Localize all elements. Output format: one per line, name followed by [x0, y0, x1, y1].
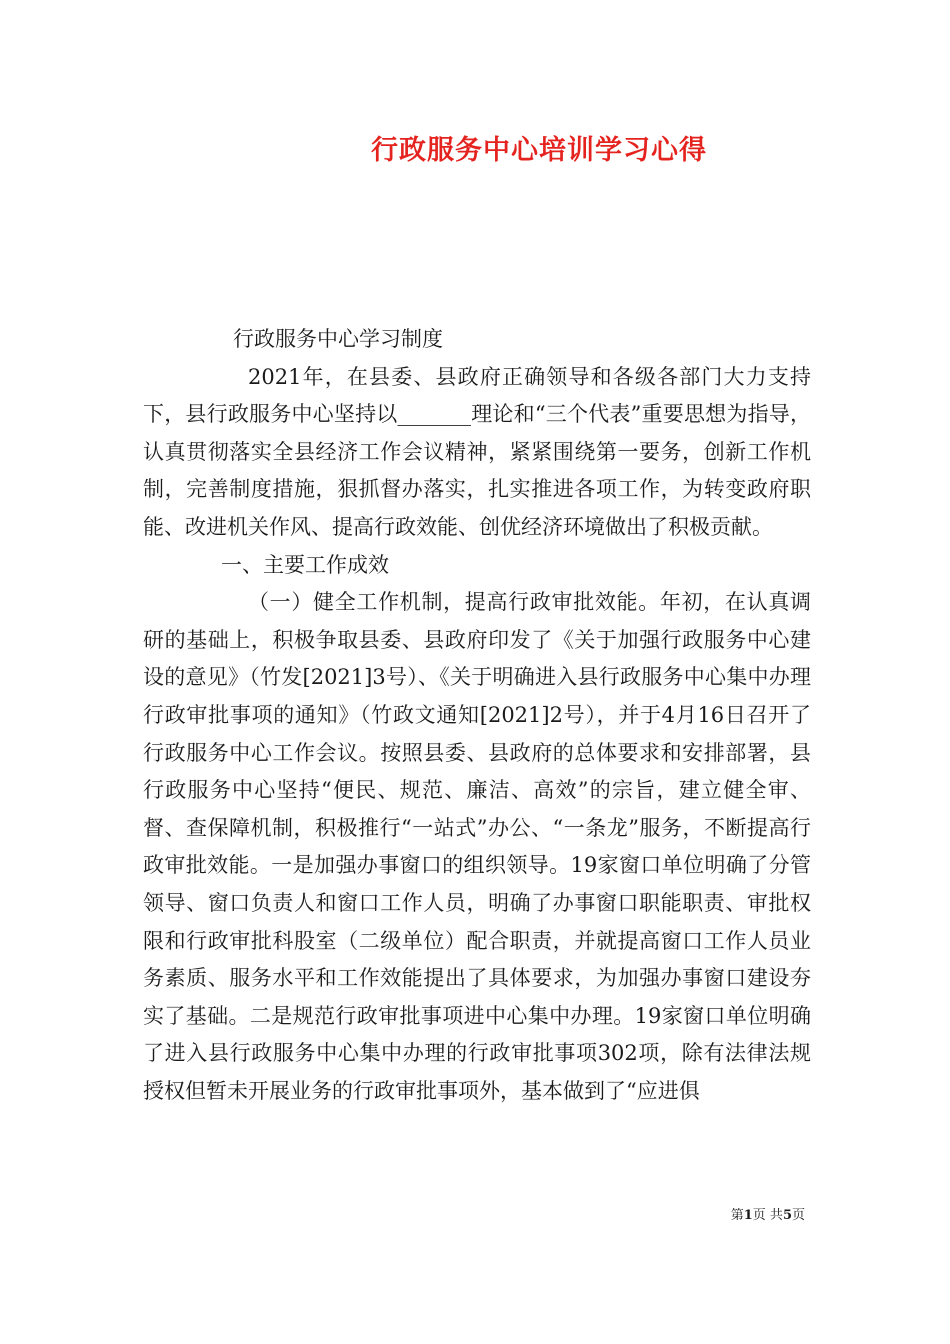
subheading: 行政服务中心学习制度	[233, 327, 443, 351]
paragraph-section-1: （一）健全工作机制，提高行政审批效能。年初，在认真调研的基础上，积极争取县委、县政府印发了《关于加强行政服务中心建设的意见》（竹发[2021]3号）、《关于明确进入县行政服务中心集中办理行政审批事项的通知》（竹政文通知[2021]2号），并于4月16日召开了行政服务中心工作会议。按照县委、县政府的总体要求和安排部署，县行政服务中心坚持“便民、规范、廉洁、高效”的宗旨，建立健全审、督、查保障机制，积极推行“一站式”办公、“一条龙”服务，不断提高行政审批效能。一是加强办事窗口的组织领导。19家窗口单位明确了分管领导、窗口负责人和窗口工作人员，明确了办事窗口职能职责、审批权限和行政审批科股室（二级单位）配合职责，并就提高窗口工作人员业务素质、服务水平和工作效能提出了具体要求，为加强办事窗口建设夯实了基础。二是规范行政审批事项进中心集中办理。19家窗口单位明确了进入县行政服务中心集中办理的行政审批事项302项，除有法律法规授权但暂未开展业务的行政审批事项外，基本做到了“应进俱	[143, 590, 811, 1103]
document-body	[143, 321, 811, 1110]
document-title: 行政服务中心培训学习心得	[371, 135, 707, 166]
section-heading: 一、主要工作成效	[221, 552, 389, 577]
total-pages-number: 5	[782, 1208, 792, 1223]
page-footer	[731, 1204, 805, 1223]
paragraph-intro: 2021年，在县委、县政府正确领导和各级各部门大力支持下，县行政服务中心坚持以_______理论和“三个代表”重要思想为指导，认真贯彻落实全县经济工作会议精神，紧紧围绕第一要务，创新工作机制，完善制度措施，狠抓督办落实，扎实推进各项工作，为转变政府职能、改进机关作风、提高行政效能、创优经济环境做出了积极贡献。	[143, 364, 811, 539]
current-page-number: 1	[743, 1208, 753, 1223]
footer-prefix: 第	[730, 1208, 744, 1223]
footer-suffix: 页	[791, 1208, 805, 1223]
footer-middle: 页 共	[752, 1208, 783, 1223]
